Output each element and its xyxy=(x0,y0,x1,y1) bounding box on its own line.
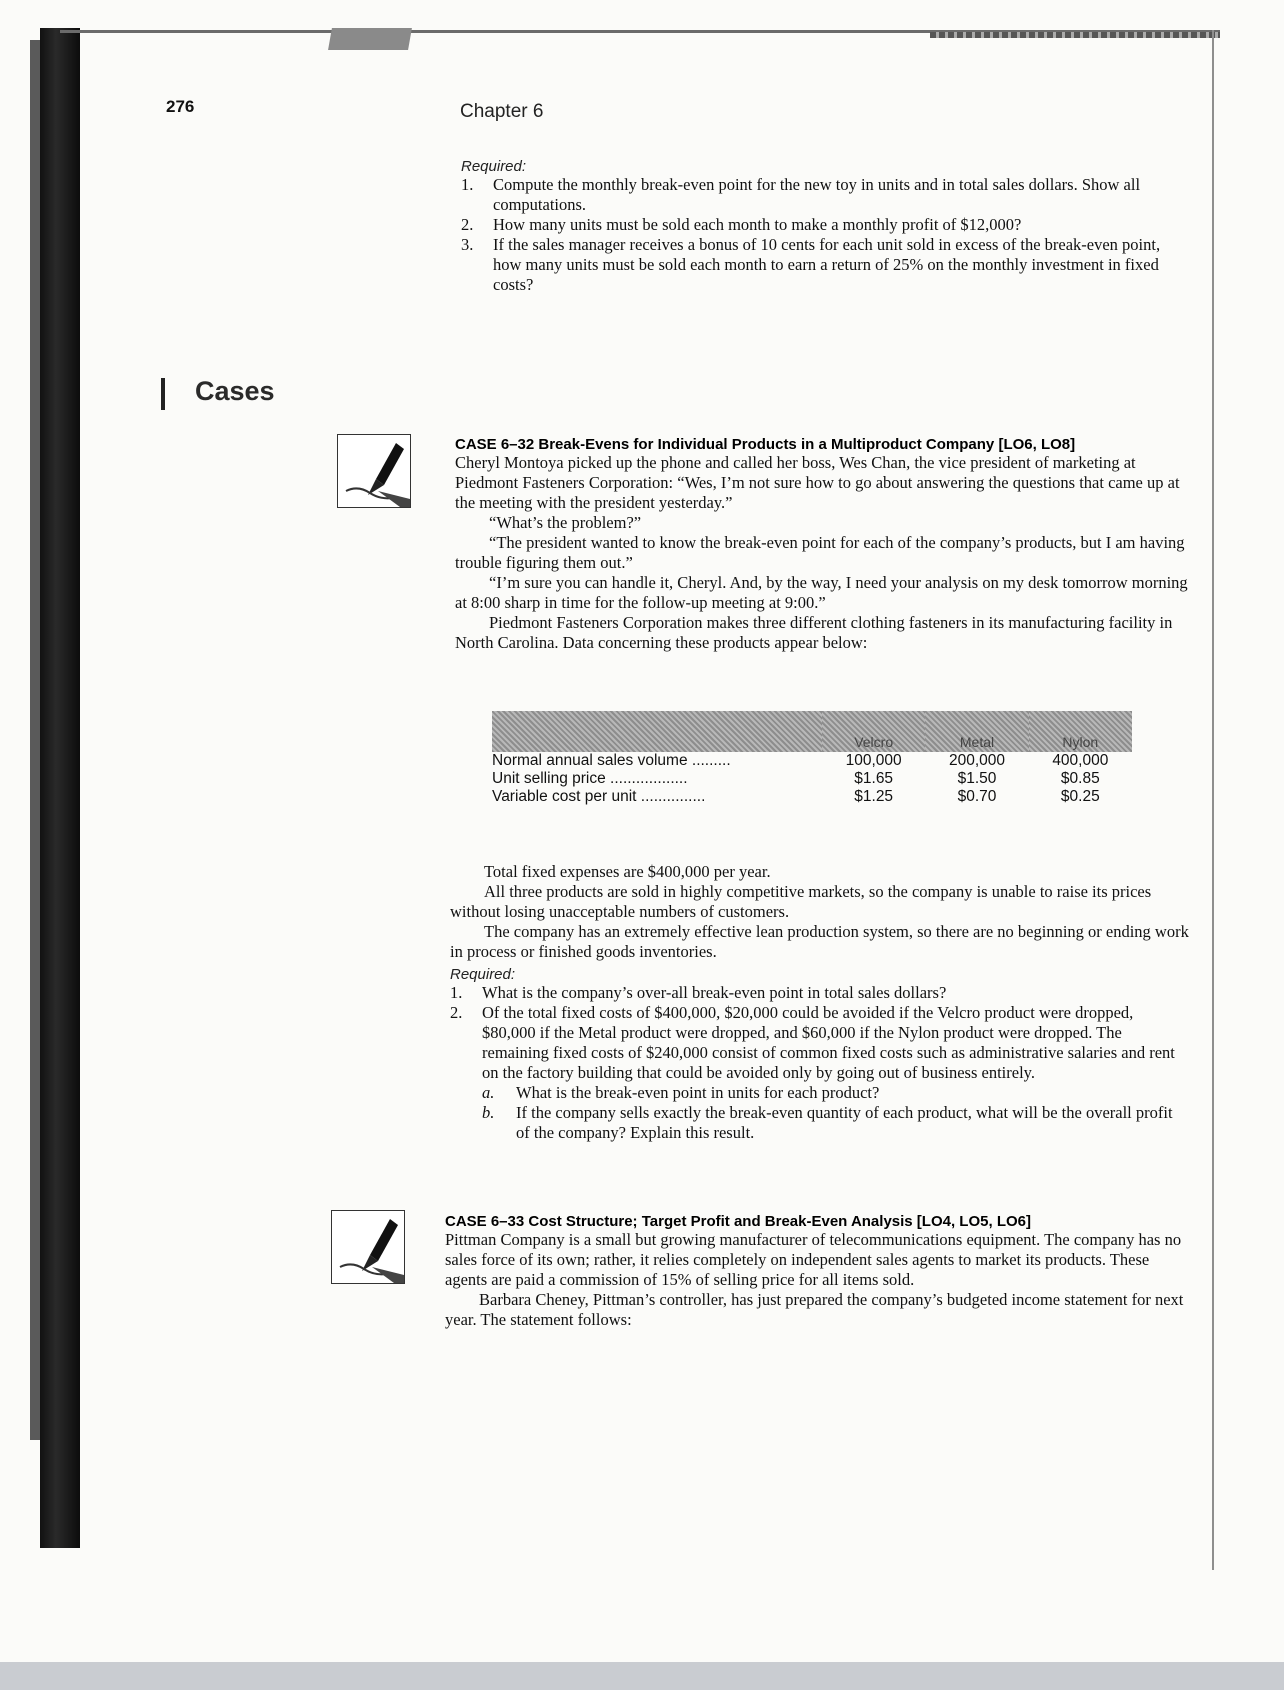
row-label: Unit selling price .................. xyxy=(492,770,688,787)
case-question-list xyxy=(450,983,1190,1143)
row-label: Variable cost per unit ............... xyxy=(492,788,706,805)
table-cell: $1.50 xyxy=(957,770,997,787)
column-header: Velcro xyxy=(822,711,925,752)
sub-question: a. What is the break-even point in units for each product? xyxy=(482,1083,880,1102)
table-row xyxy=(492,752,1132,770)
list-item: 1. What is the company’s over-all break-even point in total sales dollars? xyxy=(450,983,947,1002)
table-cell: $0.25 xyxy=(1060,788,1100,805)
section-title: Cases xyxy=(195,376,275,406)
table-cell: $0.70 xyxy=(957,788,997,805)
list-item: 3. If the sales manager receives a bonus of 10 cents for each unit sold in excess of the break-even point, how many units must be sold each month to earn a return of 25% on the monthly investment in fixed costs? xyxy=(461,235,1161,294)
case-6-32 xyxy=(455,436,1190,653)
exercise-question-list xyxy=(461,175,1191,295)
list-item: 2. Of the total fixed costs of $400,000, $20,000 could be avoided if the Velcro product were dropped, $80,000 if the Metal product were dropped, and $60,000 if the Nylon product were dropped. The remaining fixed costs of $240,000 consist of common fixed costs such as administrative salaries and rent on the factory building that could be avoided only by going out of business entirely. a. What is the break-even point in units for each product? b. If the company sells exactly the break-even quantity of each product, what will be the overall profit of the company? Explain this result. xyxy=(450,1003,1190,1143)
table-header-row xyxy=(492,711,1132,752)
list-item: 2. How many units must be sold each month to make a monthly profit of $12,000? xyxy=(461,215,1022,234)
writing-hand-icon xyxy=(331,1210,405,1284)
sub-question: b. If the company sells exactly the break-even quantity of each product, what will be the overall profit of the company? Explain this result. xyxy=(482,1103,1173,1142)
table-cell: 200,000 xyxy=(948,752,1005,769)
case-6-33 xyxy=(445,1213,1190,1330)
chapter-heading: Chapter 6 xyxy=(460,101,544,122)
case-6-32-continued xyxy=(450,862,1190,1143)
required-label: Required: xyxy=(450,966,516,983)
section-marker-bar xyxy=(161,378,165,410)
case-paragraph: Pittman Company is a small but growing manufacturer of telecommunications equipment. The company has no sales force of its own; rather, it relies completely on independent sales agents to market its products. These agents are paid a commission of 15% of selling price for all items sold. xyxy=(445,1230,1182,1289)
required-label: Required: xyxy=(461,158,527,175)
case-paragraph: Total fixed expenses are $400,000 per year. xyxy=(484,862,771,881)
page-number: 276 xyxy=(166,97,195,116)
writing-hand-icon xyxy=(337,434,411,508)
table-header-blank xyxy=(492,711,822,752)
scan-top-edge-pattern xyxy=(930,32,1220,38)
case-paragraph: The company has an extremely effective lean production system, so there are no beginning or ending work in process or finished goods inventories. xyxy=(450,922,1189,961)
exercise-required xyxy=(461,158,1191,295)
table-cell: $1.65 xyxy=(854,770,894,787)
table-row xyxy=(492,788,1132,806)
column-header: Nylon xyxy=(1029,711,1132,752)
scan-tab-mark xyxy=(328,28,412,50)
case-paragraph: “What’s the problem?” xyxy=(489,513,642,532)
scan-edge xyxy=(30,40,40,1440)
case-paragraph: “I’m sure you can handle it, Cheryl. And, by the way, I need your analysis on my desk tomorrow morning at 8:00 sharp in time for the follow-up meeting at 9:00.” xyxy=(455,573,1188,612)
case-paragraph: “The president wanted to know the break-even point for each of the company’s products, but I am having trouble figuring them out.” xyxy=(455,533,1185,572)
table-cell: 400,000 xyxy=(1052,752,1109,769)
table-cell: $1.25 xyxy=(854,788,894,805)
table-cell: 100,000 xyxy=(845,752,902,769)
case-title: CASE 6–33 Cost Structure; Target Profit and Break-Even Analysis [LO4, LO5, LO6] xyxy=(445,1213,1031,1230)
column-header: Metal xyxy=(925,711,1028,752)
case-paragraph: Barbara Cheney, Pittman’s controller, has just prepared the company’s budgeted income statement for next year. The statement follows: xyxy=(445,1290,1184,1329)
case-paragraph: Cheryl Montoya picked up the phone and called her boss, Wes Chan, the vice president of marketing at Piedmont Fasteners Corporation: “Wes, I’m not sure how to go about answering the questions that came up at the meeting with the president yesterday.” xyxy=(455,453,1180,512)
scan-right-edge xyxy=(1212,30,1214,1570)
case-title: CASE 6–32 Break-Evens for Individual Products in a Multiproduct Company [LO6, LO8] xyxy=(455,436,1076,453)
case-paragraph: All three products are sold in highly competitive markets, so the company is unable to raise its prices without losing unacceptable numbers of customers. xyxy=(450,882,1152,921)
row-label: Normal annual sales volume ......... xyxy=(492,752,731,769)
case-paragraph: Piedmont Fasteners Corporation makes three different clothing fasteners in its manufacturing facility in North Carolina. Data concerning these products appear below: xyxy=(455,613,1173,652)
table-row xyxy=(492,770,1132,788)
table-cell: $0.85 xyxy=(1060,770,1100,787)
list-item: 1. Compute the monthly break-even point for the new toy in units and in total sales dollars. Show all computations. xyxy=(461,175,1141,214)
product-data-table xyxy=(492,711,1132,806)
book-binding-shadow xyxy=(40,28,80,1548)
